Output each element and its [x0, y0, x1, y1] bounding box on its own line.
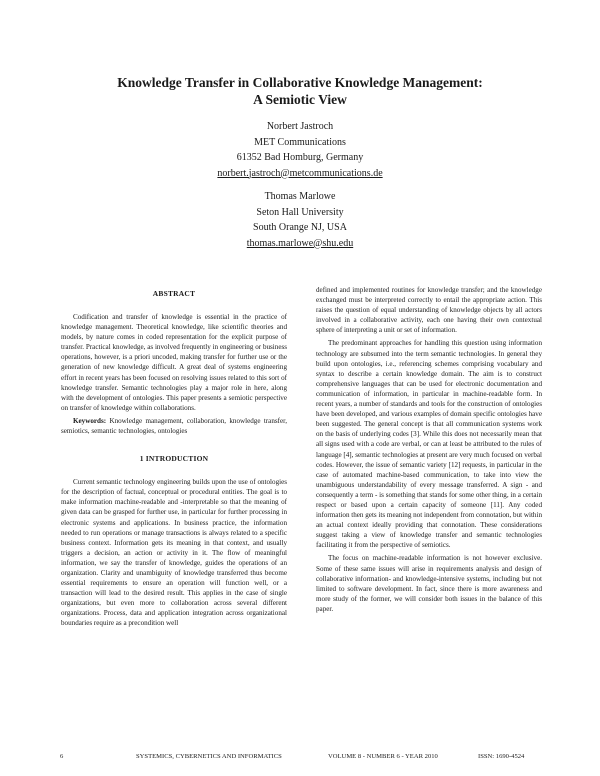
author-address: 61352 Bad Homburg, Germany — [236, 152, 364, 163]
journal-name: SYSTEMICS, CYBERNETICS AND INFORMATICS — [136, 753, 282, 760]
body-paragraph: The predominant approaches for handling this question using information technology are subsumed into the term semantic technologies. In general they build upon ontologies, i.e., referencing schemes comprising vocabulary and syntax to describe a certain knowledge domain. The aim is to construct comprehensive languages that can be used for electronic documentation and communication of information, in particular in machine-readable form. In recent years, a number of standards and tools for the construction of ontologies have been developed, and various examples of domain specific ontologies have been suggested. The general concept is that all communication systems work on the basis of underlying codes [3]. While this does not necessarily mean that all signs used with a code are verbal, or can at least be attributed to the rules of language [4], semantic technologies at present are very much focused on verbal codes. However, the issue of semantic variety [12] requests, in particular in the case of automated machine-based communication, to take into view the unambiguous understandability of every message transferred. A sign - and consequently a term - is something that stands for some other thing, in a certain respect or based upon a certain capacity of someone [11]. Any coded information then gets its meaning not independent from connotation, but within an actual context ideally providing that connotation. These considerations suggest taking a view of knowledge transfer and semantic technologies facilitating it from the perspective of semiotics. — [316, 339, 542, 550]
author-email-link[interactable]: thomas.marlowe@shu.edu — [246, 237, 354, 249]
left-column — [61, 285, 287, 632]
volume-info: VOLUME 8 - NUMBER 6 - YEAR 2010 — [328, 753, 438, 760]
paper-title — [0, 74, 600, 108]
title-line-1: Knowledge Transfer in Collaborative Knowledge Management: — [117, 75, 483, 90]
author-affiliation: Seton Hall University — [256, 206, 344, 218]
right-column — [316, 285, 542, 617]
keywords-paragraph — [61, 416, 287, 436]
abstract-heading: ABSTRACT — [152, 289, 196, 298]
author-name: Norbert Jastroch — [266, 121, 334, 132]
introduction-heading: 1 INTRODUCTION — [139, 454, 209, 464]
author-name: Thomas Marlowe — [264, 191, 336, 202]
title-line-2: A Semiotic View — [253, 92, 347, 107]
author-block-2 — [0, 189, 600, 251]
abstract-text: Codification and transfer of knowledge is essential in the practice of knowledge management. Theoretical knowledge, like scientific theories and models, by nature comes in coded representation for the explicit purpose of transfer. Practical knowledge, as involved frequently in engineering or business operations, however, is a priori uncoded, making transfer for further use or the generation of new knowledge difficult. A great deal of systems engineering effort in recent years has been focused on resolving issues related to this sort of knowledge transfer. Semantic technologies play a major role in here, along with the development of ontologies. This paper presents a semiotic perspective on transfer of knowledge within collaborations. — [61, 313, 287, 412]
author-affiliation: MET Communications — [254, 136, 346, 148]
body-paragraph: The focus on machine-readable information is not however exclusive. Some of these same issues will arise in requirements analysis and design of collaborative information- and knowledge-intensive systems, including but not limited to software development. In fact, since there is more awareness and more study of the former, we will consider both issues in the balance of this paper. — [316, 554, 542, 613]
introduction-paragraph: Current semantic technology engineering builds upon the use of ontologies for the description of factual, conceptual or procedural entities. The goal is to make information machine-readable and -interpretable so that the meaning of given data can be grasped for further use, in particular for further processing in electronic systems and applications. In business practice, the information needed to run operations or manage transactions is always related to a specific business context. Information gets its meaning in that context, and usually triggers a decision, an action or activity in it. The flow of meaningful information, we say the transfer of knowledge, guides the operations of an organization. Clarity and unambiguity of knowledge transferred thus become essential requirements to ensure an operation will function well, or a transaction will lead to the desired result. This applies in the case of single organizations, but even more to collaboration across several different organizations. Process, data and application integration across organizational boundaries require as a precondition well — [61, 478, 287, 628]
keywords-text: Knowledge management, collaboration, knowledge transfer, semiotics, semantic technologies, ontologies — [61, 416, 287, 436]
author-block-1 — [0, 119, 600, 181]
page-number: 6 — [60, 753, 64, 760]
keywords-label: Keywords: — [73, 416, 107, 425]
author-address: South Orange NJ, USA — [253, 222, 347, 233]
author-email-link[interactable]: norbert.jastroch@metcommunications.de — [217, 167, 383, 179]
issn: ISSN: 1690-4524 — [478, 753, 525, 760]
body-paragraph: defined and implemented routines for knowledge transfer; and the knowledge exchanged must be interpreted correctly to entail the appropriate action. This raises the question of equal understanding of knowledge objects by all actors involved in a collaborative activity, each one having their own contextual sphere of interpreting a unit or set of information. — [316, 286, 542, 335]
